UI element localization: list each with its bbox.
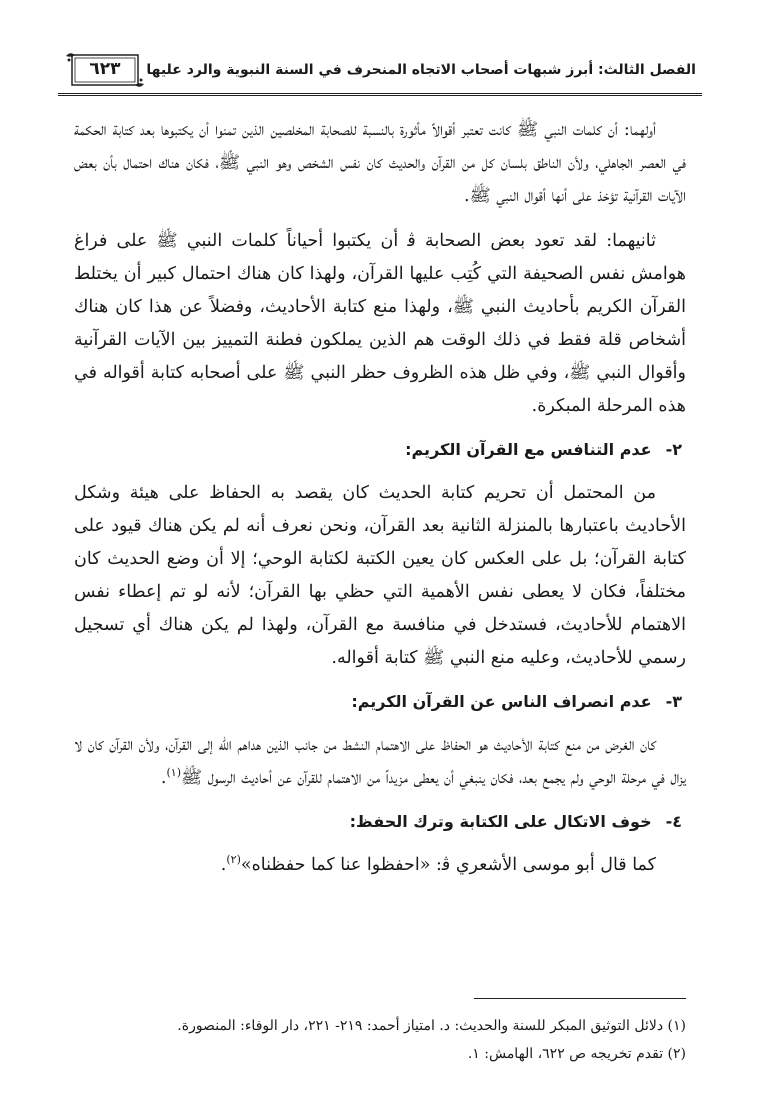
page-header <box>58 46 702 96</box>
section-title: خوف الاتكال على الكتابة وترك الحفظ: <box>349 812 652 831</box>
paragraph-end: . <box>160 768 167 788</box>
section-heading-3 <box>74 687 686 717</box>
paragraph-text: كان الغرض من منع كتابة الأحاديث هو الحفاظ على الاهتمام النشط من جانب الذين هداهم الله إلى القرآن، ولأن القرآن كان لا يزال في مرحلة الوحي ولم يجمع بعد، فكان ينبغي أن يعطى مزيداً من الاهتمام للقرآن عن أحاديث الرسول ﷺ <box>74 735 686 788</box>
page-body <box>74 114 686 896</box>
footnote-item: (١) دلائل التوثيق المبكر للسنة والحديث: د. امتياز أحمد: ٢١٩- ٢٢١، دار الوفاء: المنصورة. <box>177 1018 686 1034</box>
footnotes <box>74 1012 686 1068</box>
footnote-ref[interactable]: (٢) <box>226 853 241 867</box>
footnote-ref[interactable]: (١) <box>166 766 181 780</box>
paragraph-second-reason: ثانيهما: لقد تعود بعض الصحابة ﭬ أن يكتبوا أحياناً كلمات النبي ﷺ على فراغ هوامش نفس الصحيفة التي كُتِب عليها القرآن، ولهذا كان هناك احتمال كبير أن يختلط القرآن الكريم بأحاديث النبي ﷺ، ولهذا منع كتابة الأحاديث، وفضلاً عن هذا كان هناك أشخاص قلة فقط في ذلك الوقت هم الذين يملكون فطنة التمييز بين الآيات القرآنية وأقوال النبي ﷺ، وفي ظل هذه الظروف حظر النبي ﷺ على أصحابه كتابة أقواله في هذه المرحلة المبكرة. <box>74 231 686 416</box>
page-number-frame <box>64 50 146 90</box>
paragraph-end: . <box>220 855 227 875</box>
paragraph-text: كما قال أبو موسى الأشعري ﭬ: «احفظوا عنا كما حفظناه» <box>240 855 656 875</box>
section-title: عدم انصراف الناس عن القرآن الكريم: <box>351 692 652 711</box>
chapter-title: الفصل الثالث: أبرز شبهات أصحاب الاتجاه المنحرف في السنة النبوية والرد عليها <box>146 62 696 78</box>
header-divider <box>58 93 702 96</box>
section-heading-2 <box>74 435 686 465</box>
page-number: ٦٢٣ <box>89 59 121 79</box>
paragraph-section-2: من المحتمل أن تحريم كتابة الحديث كان يقصد به الحفاظ على هيئة وشكل الأحاديث باعتبارها بالمنزلة الثانية بعد القرآن، ونحن نعرف أنه لم يكن هناك قيود على كتابة القرآن؛ بل على العكس كان يعين الكتبة لكتابة الوحي؛ إلا أن وضع الحديث كان مختلفاً، فكان لا يعطى نفس الأهمية التي حظي بها القرآن؛ لأنه لو تم إعطاء نفس الاهتمام للأحاديث، فستدخل في منافسة مع القرآن، ولهذا لم يكن هناك أي تسجيل رسمي للأحاديث، وعليه منع النبي ﷺ كتابة أقواله. <box>74 483 686 668</box>
section-title: عدم التنافس مع القرآن الكريم: <box>405 440 652 459</box>
section-number: ٣- <box>665 692 682 711</box>
section-number: ٤- <box>665 812 682 831</box>
section-number: ٢- <box>665 440 682 459</box>
paragraph-section-4 <box>74 849 686 882</box>
footnote-divider <box>474 998 686 999</box>
paragraph-section-3 <box>74 729 686 795</box>
section-heading-4 <box>74 807 686 837</box>
footnote-item: (٢) تقدم تخريجه ص ٦٢٢، الهامش: ١. <box>467 1046 686 1062</box>
paragraph-first-reason: أولهما: أن كلمات النبي ﷺ كانت تعتبر أقوالاً مأثورة بالنسبة للصحابة المخلصين الذين تمنوا أن يكتبوها بعد كتابة الحكمة في العصر الجاهلي، ولأن الناطق بلسان كل من القرآن والحديث كان نفس الشخص وهو النبي ﷺ، فكان هناك احتمال بأن بعض الآيات القرآنية تؤخذ على أنها أقوال النبي ﷺ. <box>74 120 686 206</box>
